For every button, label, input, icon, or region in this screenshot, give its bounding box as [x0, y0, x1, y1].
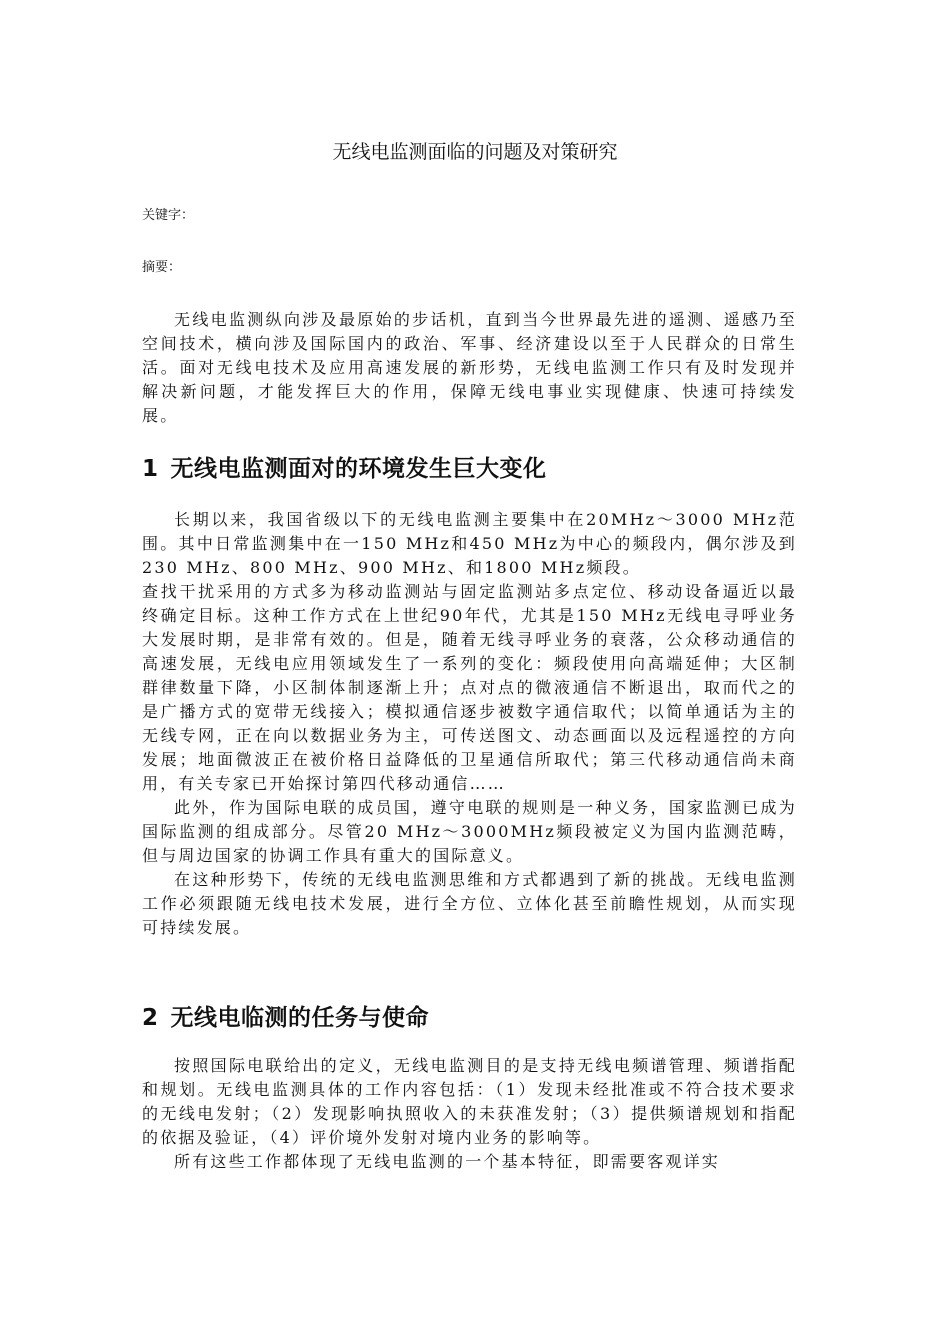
- section-1-paragraph-4: 在这种形势下，传统的无线电监测思维和方式都遇到了新的挑战。无线电监测工作必须跟随无线电技术发展，进行全方位、立体化甚至前瞻性规划，从而实现可持续发展。: [142, 870, 797, 937]
- document-title: 无线电监测面临的问题及对策研究: [332, 141, 618, 163]
- section-1-paragraph-1: 长期以来，我国省级以下的无线电监测主要集中在20MHz～3000 MHz范围。其中日常监测集中在一150 MHz和450 MHz为中心的频段内，偶尔涉及到230 MHz、800 MHz、900 MHz、和1800 MHz频段。: [142, 510, 797, 577]
- section-1-paragraph-3: 此外，作为国际电联的成员国，遵守电联的规则是一种义务，国家监测已成为国际监测的组成部分。尽管20 MHz～3000MHz频段被定义为国内监测范畴，但与周边国家的协调工作具有重大的国际意义。: [142, 798, 797, 865]
- section-2-title: 无线电临测的任务与使命: [170, 1005, 430, 1031]
- section-2-paragraph-1: 按照国际电联给出的定义，无线电监测目的是支持无线电频谱管理、频谱指配和规划。无线电监测具体的工作内容包括：（1）发现未经批准或不符合技术要求的无线电发射；（2）发现影响执照收入的未获准发射；（3）提供频谱规划和指配的依据及验证，（4）评价境外发射对境内业务的影响等。: [142, 1056, 797, 1147]
- section-1-paragraph-2: 查找干扰采用的方式多为移动监测站与固定监测站多点定位、移动设备逼近以最终确定目标。这种工作方式在上世纪90年代，尤其是150 MHz无线电寻呼业务大发展时期，是非常有效的。但是，随着无线寻呼业务的衰落，公众移动通信的高速发展，无线电应用领域发生了一系列的变化：频段使用向高端延伸；大区制群律数量下降，小区制体制逐渐上升；点对点的微液通信不断退出，取而代之的是广播方式的宽带无线接入；模拟通信逐步被数字通信取代；以简单通话为主的无线专网，正在向以数据业务为主，可传送图文、动态画面以及远程遥控的方向发展；地面微波正在被价格日益降低的卫星通信所取代；第三代移动通信尚未商用，有关专家已开始探讨第四代移动通信……: [142, 582, 797, 793]
- section-1-title: 无线电监测面对的环境发生巨大变化: [170, 456, 547, 482]
- section-1-heading: [142, 454, 547, 484]
- section-2-heading: [142, 1003, 429, 1033]
- keywords-label: 关键字：: [142, 208, 195, 223]
- section-1-number: 1: [142, 456, 159, 482]
- section-1-body: [142, 508, 797, 940]
- intro-block: [142, 308, 797, 428]
- section-2-body: [142, 1054, 797, 1174]
- abstract-label: 摘要：: [142, 260, 182, 275]
- section-2-number: 2: [142, 1005, 159, 1031]
- section-2-paragraph-2: 所有这些工作都体现了无线电监测的一个基本特征，即需要客观详实: [174, 1152, 721, 1171]
- intro-paragraph: 无线电监测纵向涉及最原始的步话机，直到当今世界最先进的遥测、遥感乃至空间技术，横向涉及国际国内的政治、军事、经济建设以至于人民群众的日常生活。面对无线电技术及应用高速发展的新形势，无线电监测工作只有及时发现并解决新问题，才能发挥巨大的作用，保障无线电事业实现健康、快速可持续发展。: [142, 310, 797, 425]
